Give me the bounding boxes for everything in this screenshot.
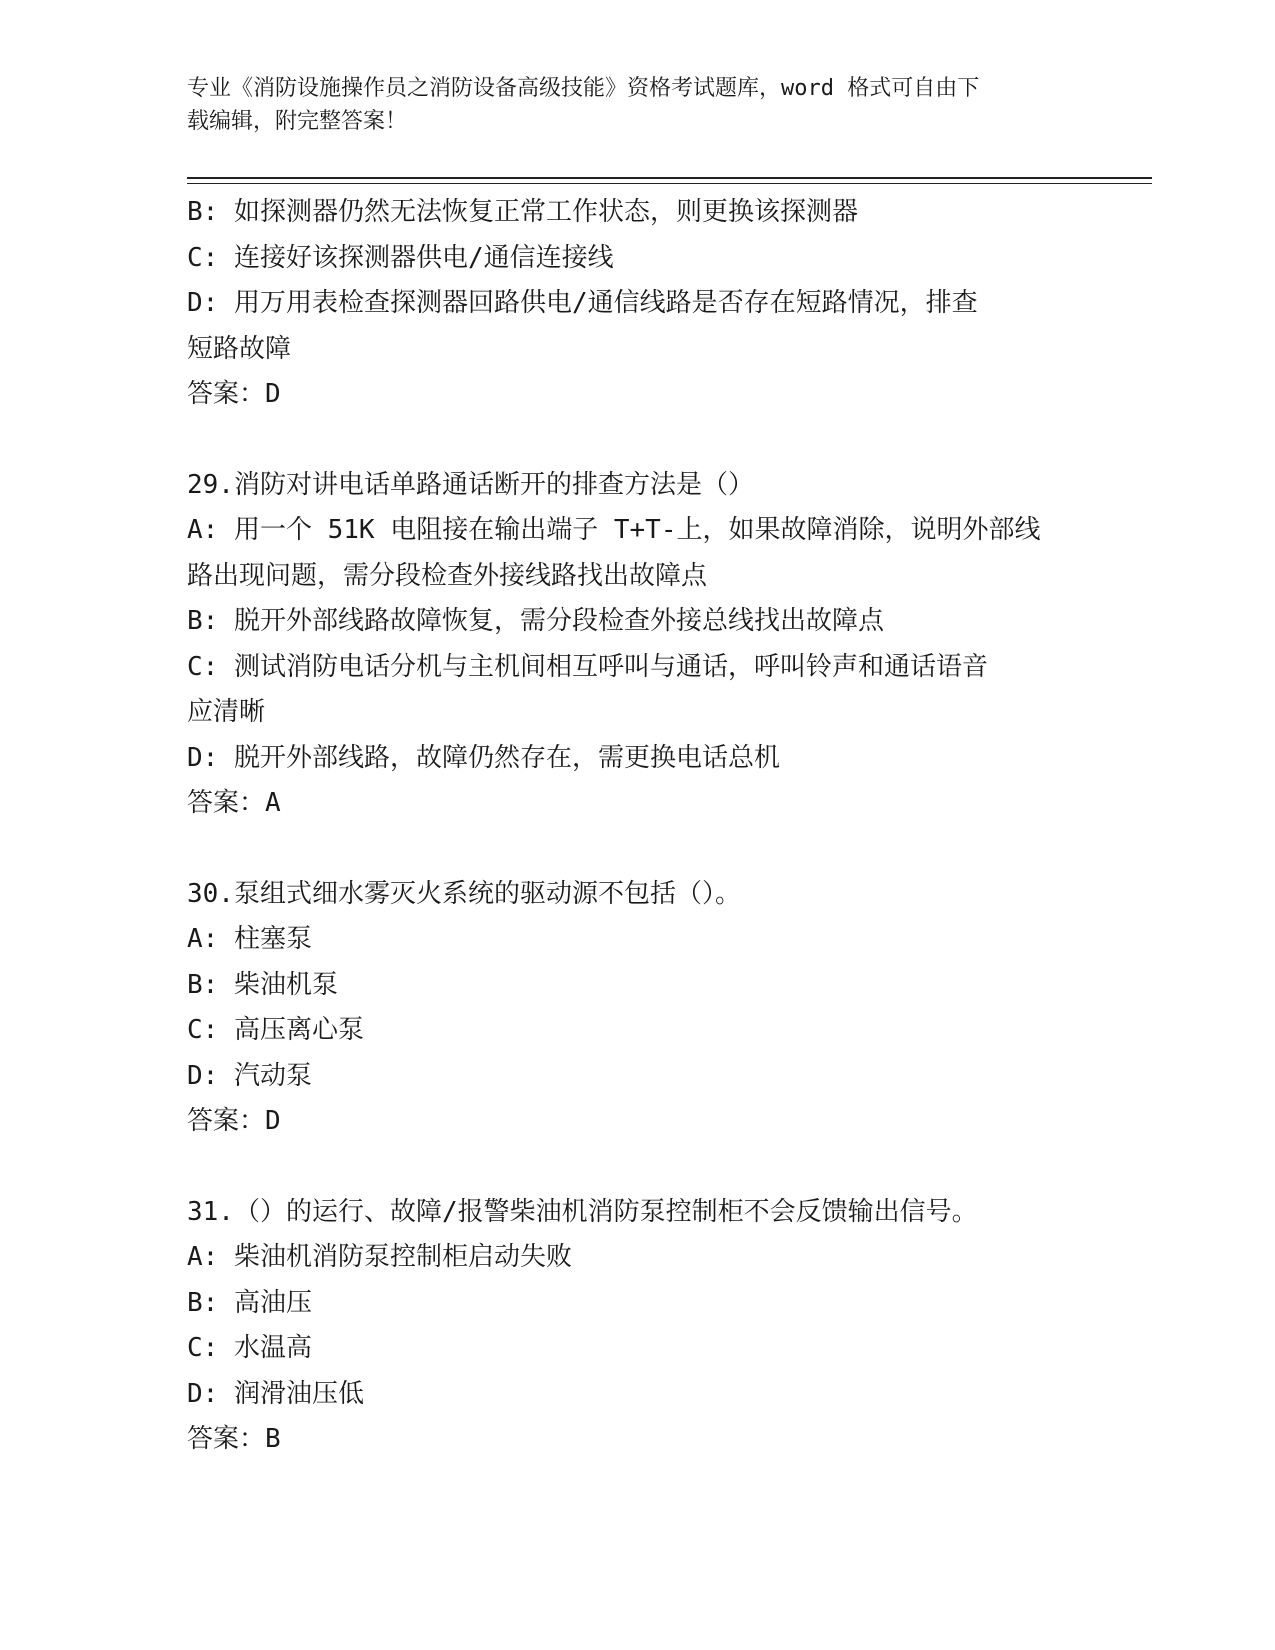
- page-header: [187, 72, 1067, 138]
- option-a: A: 柴油机消防泵控制柜启动失败: [187, 1242, 572, 1272]
- answer: 答案：A: [187, 788, 281, 818]
- question-stem: 29.消防对讲电话单路通话断开的排查方法是（）: [187, 469, 754, 500]
- header-rule-thin: [187, 183, 1152, 184]
- question-carryover: [187, 190, 1087, 418]
- option-c: C: 水温高: [187, 1333, 312, 1363]
- question-31: [187, 1190, 1087, 1463]
- option-d: D: 润滑油压低: [187, 1378, 364, 1409]
- answer: 答案：D: [187, 379, 281, 409]
- question-stem: 30.泵组式细水雾灭火系统的驱动源不包括（）。: [187, 878, 741, 909]
- spacer: [187, 1145, 1087, 1190]
- option-d-continued: 短路故障: [187, 333, 292, 364]
- option-a: A: 柱塞泵: [187, 924, 312, 954]
- header-rule-thick: [187, 177, 1152, 179]
- question-29: [187, 463, 1087, 827]
- question-stem: 31.（）的运行、故障/报警柴油机消防泵控制柜不会反馈输出信号。: [187, 1196, 978, 1227]
- spacer: [187, 418, 1087, 463]
- document-body: [187, 190, 1087, 1463]
- option-b: B: 柴油机泵: [187, 969, 338, 1000]
- option-c: C: 测试消防电话分机与主机间相互呼叫与通话，呼叫铃声和通话语音: [187, 651, 988, 682]
- option-d: D: 脱开外部线路，故障仍然存在，需更换电话总机: [187, 742, 780, 773]
- option-b: B: 高油压: [187, 1287, 312, 1318]
- question-30: [187, 872, 1087, 1145]
- option-d: D: 用万用表检查探测器回路供电/通信线路是否存在短路情况，排查: [187, 288, 978, 318]
- option-c: C: 高压离心泵: [187, 1015, 364, 1045]
- option-d: D: 汽动泵: [187, 1060, 312, 1091]
- option-c-continued: 应清晰: [187, 697, 266, 727]
- header-line-1: 专业《消防设施操作员之消防设备高级技能》资格考试题库，word 格式可自由下: [187, 76, 980, 101]
- spacer: [187, 827, 1087, 872]
- answer: 答案：B: [187, 1424, 281, 1454]
- option-a-continued: 路出现问题，需分段检查外接线路找出故障点: [187, 560, 708, 591]
- option-a: A: 用一个 51K 电阻接在输出端子 T+T-上，如果故障消除，说明外部线: [187, 515, 1041, 545]
- option-c: C: 连接好该探测器供电/通信连接线: [187, 242, 614, 273]
- header-line-2: 载编辑，附完整答案！: [187, 109, 408, 134]
- answer: 答案：D: [187, 1106, 281, 1136]
- option-b: B: 如探测器仍然无法恢复正常工作状态，则更换该探测器: [187, 197, 858, 227]
- option-b: B: 脱开外部线路故障恢复，需分段检查外接总线找出故障点: [187, 606, 884, 636]
